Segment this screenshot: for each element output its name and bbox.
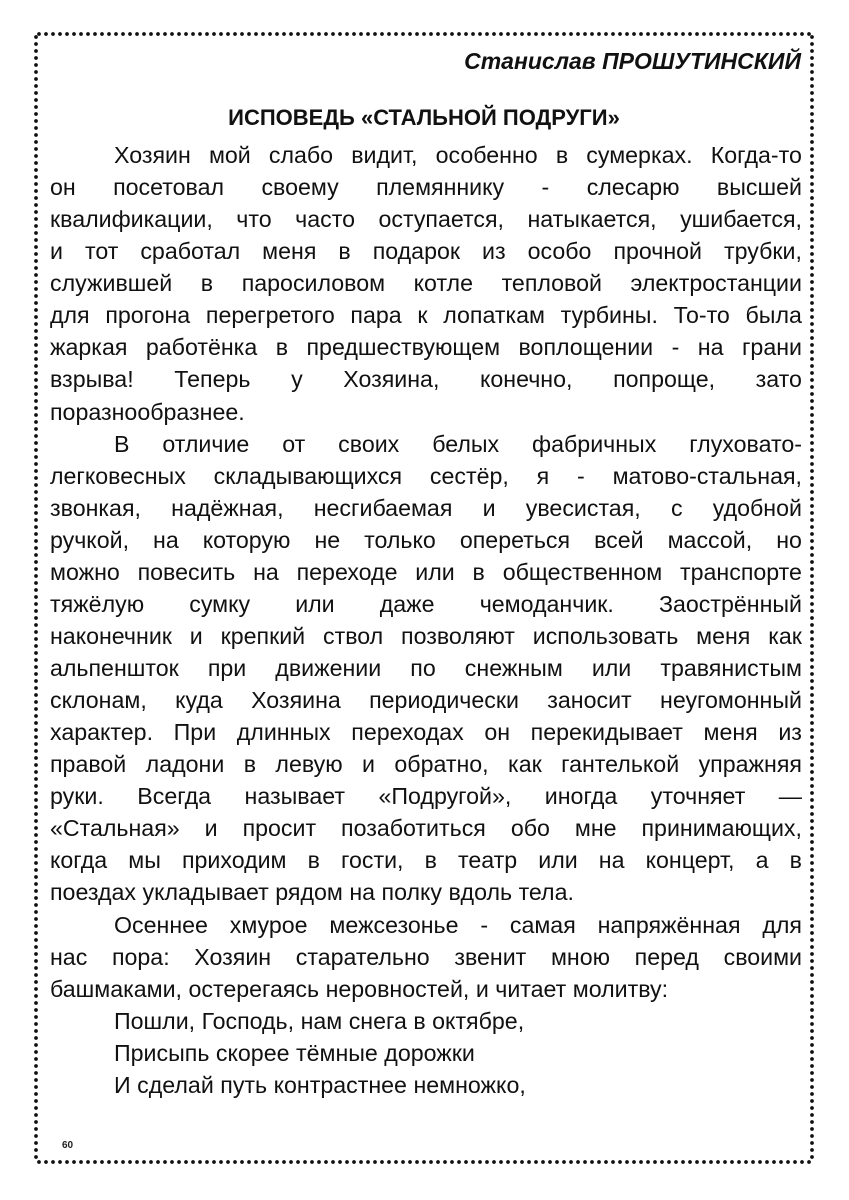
word: на: [697, 334, 724, 361]
word: тот: [84, 238, 119, 265]
word: тяжёлую: [50, 590, 145, 617]
word: сумку: [189, 590, 251, 617]
word: -: [671, 334, 680, 361]
word: приходим: [181, 847, 287, 874]
word: межсезонье: [329, 911, 459, 938]
word: работёнка: [145, 334, 258, 361]
word: обратно,: [394, 751, 489, 778]
word: слесарю: [586, 174, 680, 201]
word: или: [591, 655, 632, 681]
word: воплощении: [518, 334, 654, 361]
word: укладывает: [142, 879, 269, 906]
word: периодически: [369, 687, 519, 714]
word: использовать: [532, 622, 679, 649]
word: массой,: [667, 526, 753, 553]
word: заносит: [547, 687, 632, 714]
word: в: [200, 270, 214, 297]
word: —: [778, 783, 802, 810]
word: из: [778, 719, 802, 746]
word: когда: [50, 847, 108, 874]
word: в: [307, 847, 320, 874]
word: нам: [300, 1007, 343, 1034]
word: Хозяин: [114, 142, 191, 168]
word: Осеннее: [114, 911, 208, 938]
word: гантелькой: [561, 751, 680, 778]
word: транспорте: [680, 558, 802, 585]
word: иногда: [544, 783, 618, 810]
word: надёжная,: [171, 494, 284, 521]
word: -: [541, 174, 550, 201]
word: мне: [574, 815, 617, 842]
text-line: [50, 588, 802, 620]
word: Хозяина,: [343, 366, 440, 393]
word: белых: [432, 430, 500, 457]
word: легковесных: [50, 462, 186, 489]
text-line: [50, 941, 802, 973]
word: особо: [527, 238, 592, 265]
word: движении: [275, 655, 382, 681]
word: и: [475, 975, 489, 1002]
word: даже: [379, 590, 435, 617]
word: рядом: [275, 879, 343, 906]
text-line: [50, 203, 802, 235]
text-line: [50, 331, 802, 363]
author-name: Станислав ПРОШУТИНСКИЙ: [464, 48, 801, 74]
word: а: [755, 847, 769, 874]
word: предшествующем: [306, 334, 501, 361]
word: в: [789, 847, 802, 874]
word: башмаками,: [50, 975, 182, 1002]
word: лопаткам: [443, 302, 545, 329]
page-number: 60: [62, 1140, 74, 1151]
word: своих: [338, 430, 400, 457]
word: вдоль: [448, 879, 513, 906]
word: и: [362, 751, 375, 778]
word: из: [482, 238, 506, 265]
word: по: [410, 655, 436, 681]
word: паросиловом: [241, 270, 386, 297]
word: попроще,: [613, 366, 716, 393]
ornamental-border-right: [809, 34, 815, 1162]
word: зато: [755, 366, 802, 393]
word: общественном: [502, 558, 663, 585]
word: высшей: [716, 174, 802, 201]
word: несгибаемая: [313, 494, 453, 521]
word: прогона: [105, 302, 191, 329]
word: сработал: [140, 238, 241, 265]
word: контрастнее: [273, 1071, 407, 1098]
word: служившей: [50, 270, 173, 297]
word: к: [417, 302, 428, 329]
word: натыкается,: [527, 206, 657, 233]
word: сестёр,: [429, 462, 509, 489]
word: перед: [634, 943, 699, 970]
word: на: [153, 526, 179, 553]
word: взрыва!: [50, 366, 134, 393]
word: трубки,: [724, 238, 802, 265]
word: остерегаясь: [188, 975, 320, 1002]
word: крепкий: [220, 622, 306, 649]
word: Пошли,: [114, 1007, 196, 1034]
word: травянистым: [660, 655, 802, 681]
word: чемоданчик.: [479, 590, 614, 617]
word: переходах: [351, 719, 464, 746]
word: жаркая: [50, 334, 128, 361]
word: меня: [696, 622, 751, 649]
word: тела.: [518, 879, 574, 906]
text-line: [50, 235, 802, 267]
word: позволяют: [401, 622, 515, 649]
word: Присыпь: [114, 1039, 210, 1066]
word: читает: [495, 975, 567, 1002]
word: в: [555, 142, 569, 168]
text-line: [50, 1069, 802, 1101]
word: Теперь: [174, 366, 251, 393]
word: или: [415, 558, 455, 585]
word: прочной: [613, 238, 703, 265]
word: котле: [413, 270, 473, 297]
word: турбины.: [560, 302, 658, 329]
word: Хозяин: [194, 943, 272, 970]
text-line: [50, 748, 802, 780]
text-line: [50, 909, 802, 941]
page-frame: [36, 34, 812, 1162]
text-line: [50, 171, 802, 203]
word: называет: [244, 783, 345, 810]
text-line: [50, 460, 802, 492]
ornamental-border-top: [36, 31, 812, 37]
word: была: [745, 302, 802, 329]
word: дорожки: [384, 1039, 475, 1066]
word: уточняет: [650, 783, 746, 810]
word: как: [768, 622, 802, 649]
word: меня: [703, 719, 758, 746]
word: на: [253, 558, 279, 585]
word: старательно: [295, 943, 430, 970]
word: не: [314, 526, 341, 553]
word: он: [484, 719, 511, 746]
word: от: [282, 430, 306, 457]
word: скорее: [215, 1039, 290, 1066]
text-line: [50, 684, 802, 716]
word: переходе: [296, 558, 398, 585]
word: матово-стальная,: [612, 462, 802, 489]
word: альпеншток: [50, 655, 179, 681]
word: правой: [50, 751, 127, 778]
word: пара: [350, 302, 402, 329]
word: племяннику: [376, 174, 505, 201]
story-title: ИСПОВЕДЬ «СТАЛЬНОЙ ПОДРУГИ»: [228, 105, 620, 130]
text-line: [50, 973, 802, 1005]
word: у: [291, 366, 303, 393]
word: в: [243, 751, 257, 778]
word: как: [508, 751, 542, 778]
text-line: [50, 396, 802, 428]
word: в: [413, 1007, 426, 1034]
word: принимающих,: [641, 815, 802, 842]
word: в: [275, 334, 289, 361]
word: снежным: [464, 655, 563, 681]
word: на: [349, 879, 376, 906]
word: самая: [509, 911, 576, 938]
word: всей: [594, 526, 644, 553]
word: обо: [510, 815, 550, 842]
word: «Подругой»,: [378, 783, 512, 810]
text-line: [50, 620, 802, 652]
word: я: [536, 462, 550, 489]
word: часто: [295, 206, 355, 233]
text-line: [50, 139, 802, 171]
word: неровностей,: [325, 975, 470, 1002]
word: Когда-то: [710, 142, 802, 168]
word: тёмные: [295, 1039, 378, 1066]
ornamental-border-bottom: [36, 1159, 812, 1165]
word: куда: [175, 687, 223, 714]
word: театр: [458, 847, 518, 874]
word: фабричных: [532, 430, 657, 457]
word: руки.: [50, 783, 104, 810]
word: немножко,: [413, 1071, 526, 1098]
word: подарок: [372, 238, 461, 265]
word: повесить: [137, 558, 236, 585]
word: и: [50, 238, 63, 265]
word: неугомонный: [660, 687, 802, 714]
word: И: [114, 1071, 131, 1098]
word: длинных: [236, 719, 331, 746]
word: путь: [220, 1071, 268, 1098]
text-line: [50, 1037, 802, 1069]
word: ладони: [145, 751, 225, 778]
word: поездах: [50, 879, 136, 906]
word: звенит: [454, 943, 527, 970]
word: удобной: [712, 494, 802, 521]
word: и: [204, 815, 218, 842]
word: или: [295, 590, 335, 617]
word: но: [776, 526, 802, 553]
text-line: [50, 844, 802, 876]
text-line: [50, 876, 802, 908]
word: и: [189, 622, 203, 649]
text-line: [50, 780, 802, 812]
word: При: [173, 719, 217, 746]
word: ушибается,: [680, 206, 802, 233]
word: склонам,: [50, 687, 147, 714]
word: складывающихся: [213, 462, 403, 489]
word: То-то: [673, 302, 730, 329]
word: гости,: [341, 847, 404, 874]
word: октябре,: [432, 1007, 525, 1034]
word: мы: [128, 847, 161, 874]
word: и: [482, 494, 496, 521]
word: особенно: [435, 142, 538, 168]
word: Заострённый: [658, 590, 802, 617]
word: опереться: [459, 526, 571, 553]
word: пора:: [111, 943, 170, 970]
word: мой: [208, 142, 251, 168]
word: снега: [348, 1007, 407, 1034]
word: сделай: [137, 1071, 214, 1098]
word: Господь,: [201, 1007, 295, 1034]
text-line: [50, 363, 802, 395]
word: мною: [550, 943, 611, 970]
word: левую: [275, 751, 343, 778]
word: при: [207, 655, 247, 681]
word: звонкая,: [50, 494, 141, 521]
word: поразнообразнее.: [50, 398, 245, 425]
word: меня: [262, 238, 317, 265]
word: на: [598, 847, 625, 874]
word: в: [472, 558, 485, 585]
story-body: [50, 139, 802, 1101]
text-line: [50, 716, 802, 748]
word: своему: [261, 174, 339, 201]
word: видит,: [351, 142, 418, 168]
word: -: [577, 462, 585, 489]
word: В: [114, 430, 130, 457]
text-line: [50, 524, 802, 556]
word: глуховато-: [689, 430, 802, 457]
word: с: [670, 494, 683, 521]
word: в: [338, 238, 351, 265]
word: наконечник: [50, 622, 172, 649]
word: грани: [741, 334, 802, 361]
word: концерт,: [645, 847, 735, 874]
word: своими: [723, 943, 802, 970]
word: ствол: [323, 622, 384, 649]
word: посетовал: [113, 174, 225, 201]
text-line: [50, 556, 802, 588]
word: слабо: [268, 142, 334, 168]
word: характер.: [50, 719, 154, 746]
word: отличие: [162, 430, 250, 457]
word: полку: [381, 879, 442, 906]
word: упражняя: [698, 751, 802, 778]
word: сумерках.: [586, 142, 693, 168]
word: напряжённая: [597, 911, 741, 938]
word: которую: [202, 526, 291, 553]
word: для: [762, 911, 802, 938]
word: или: [538, 847, 578, 874]
word: ручкой,: [50, 526, 130, 553]
text-line: [50, 652, 802, 684]
word: перегретого: [205, 302, 335, 329]
word: он: [50, 174, 76, 201]
word: Всегда: [137, 783, 212, 810]
word: просит: [242, 815, 317, 842]
word: нас: [50, 943, 88, 970]
word: только: [364, 526, 436, 553]
word: позаботиться: [341, 815, 486, 842]
word: конечно,: [480, 366, 573, 393]
word: квалификации,: [50, 206, 213, 233]
ornamental-border-left: [33, 34, 39, 1162]
text-line: [50, 492, 802, 524]
word: оступается,: [378, 206, 504, 233]
text-line: [50, 267, 802, 299]
word: молитву:: [572, 975, 669, 1002]
word: перекидывает: [530, 719, 683, 746]
text-line: [50, 812, 802, 844]
word: что: [236, 206, 272, 233]
word: хмурое: [229, 911, 308, 938]
text-line: [50, 428, 802, 460]
word: для: [50, 302, 90, 329]
text-line: [50, 1005, 802, 1037]
word: Хозяина: [251, 687, 341, 714]
word: можно: [50, 558, 120, 585]
word: тепловой: [501, 270, 602, 297]
word: увесистая,: [525, 494, 641, 521]
word: «Стальная»: [50, 815, 180, 842]
word: в: [424, 847, 437, 874]
word: -: [480, 911, 489, 938]
text-line: [50, 299, 802, 331]
word: электростанции: [630, 270, 802, 297]
